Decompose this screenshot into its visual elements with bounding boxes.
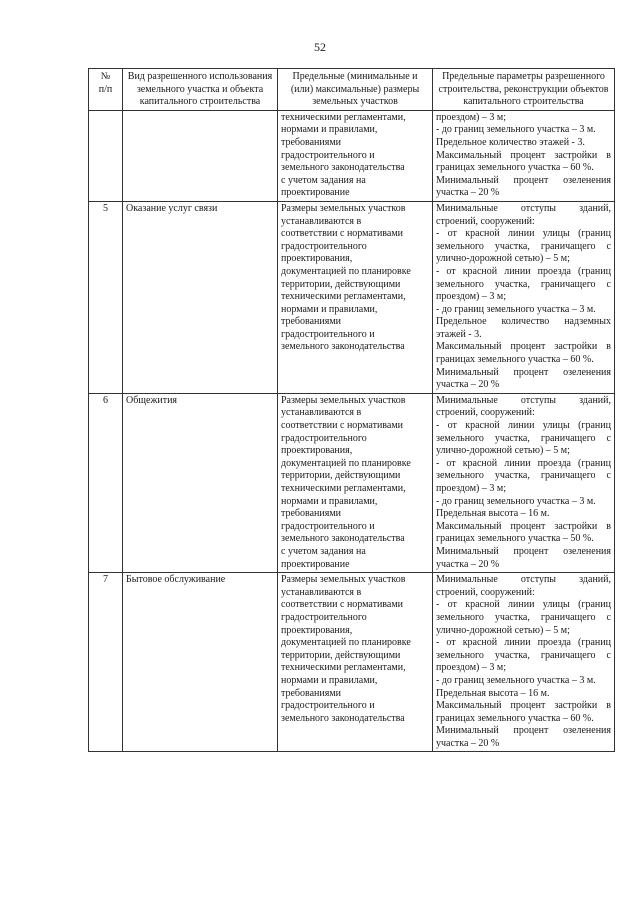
- plot-size-line: земельного законодательства: [281, 162, 405, 174]
- plot-size-line: градостроительного и: [281, 700, 375, 712]
- plot-size-limits: [278, 393, 433, 572]
- plot-size-line: земельного законодательства: [281, 533, 405, 545]
- construction-param-line: Минимальный процент озеленения участка – 20 %: [436, 725, 611, 749]
- plot-size-line: соответствии с нормативами: [281, 420, 404, 432]
- table-body: [89, 110, 615, 752]
- table-row: [89, 393, 615, 572]
- header-construction-params: Предельные параметры разрешенного строительства, реконструкции объектов капитального строительства: [433, 69, 615, 111]
- table-row: [89, 110, 615, 201]
- plot-size-line: документацией по планировке: [281, 637, 411, 649]
- construction-param-line: - от красной линии улицы (границ земельного участка, граничащего с улично-дорожной сетью) – 5 м;: [436, 420, 611, 457]
- construction-param-line: Максимальный процент застройки в границах земельного участка – 60 %.: [436, 149, 611, 174]
- plot-size-line: нормами и правилами,: [281, 674, 378, 686]
- plot-size-line: Размеры земельных участков: [281, 394, 406, 406]
- plot-size-line: документацией по планировке: [281, 265, 411, 277]
- plot-size-line: документацией по планировке: [281, 457, 411, 469]
- plot-size-line: территории, действующими: [281, 470, 401, 482]
- header-permitted-use: Вид разрешенного использования земельного участка и объекта капитального строительства: [123, 69, 278, 111]
- header-plot-size: Предельные (минимальные и (или) максимальные) размеры земельных участков: [278, 69, 433, 111]
- plot-size-line: нормами и правилами,: [281, 303, 378, 315]
- plot-size-line: градостроительного и: [281, 149, 375, 161]
- plot-size-line: градостроительного: [281, 611, 367, 623]
- permitted-use: Оказание услуг связи: [123, 201, 278, 393]
- row-number: 6: [89, 393, 123, 572]
- plot-size-line: требованиями: [281, 687, 342, 699]
- plot-size-line: градостроительного: [281, 432, 367, 444]
- plot-size-line: устанавливаются в: [281, 407, 362, 419]
- plot-size-line: соответствии с нормативами: [281, 599, 404, 611]
- construction-param-line: Минимальные отступы зданий, строений, сооружений:: [436, 202, 611, 227]
- construction-params: [433, 393, 615, 572]
- construction-param-line: - от красной линии улицы (границ земельного участка, граничащего с улично-дорожной сетью) – 5 м;: [436, 599, 611, 636]
- plot-size-line: требованиями: [281, 316, 342, 328]
- construction-param-line: Минимальные отступы зданий, строений, сооружений:: [436, 394, 611, 419]
- plot-size-line: техническими регламентами,: [281, 291, 406, 303]
- construction-params: [433, 110, 615, 201]
- construction-param-line: Минимальный процент озеленения участка – 20 %: [436, 174, 611, 199]
- plot-size-line: Размеры земельных участков: [281, 574, 406, 586]
- row-number: [89, 110, 123, 201]
- construction-params: [433, 201, 615, 393]
- construction-param-line: Предельная высота – 16 м.: [436, 687, 550, 699]
- construction-param-line: Минимальный процент озеленения участка – 20 %: [436, 366, 611, 391]
- plot-size-line: техническими регламентами,: [281, 483, 406, 494]
- plot-size-line: градостроительного и: [281, 328, 375, 340]
- plot-size-line: нормами и правилами,: [281, 124, 378, 136]
- table-row: [89, 573, 615, 752]
- construction-param-line: - от красной линии улицы (границ земельного участка, граничащего с улично-дорожной сетью) – 5 м;: [436, 228, 611, 265]
- plot-size-line: проектирования,: [281, 445, 353, 457]
- plot-size-limits: [278, 573, 433, 752]
- plot-size-line: проектирования,: [281, 253, 353, 265]
- plot-size-line: техническими регламентами,: [281, 111, 406, 123]
- plot-size-line: Размеры земельных участков: [281, 202, 406, 214]
- construction-param-line: - до границ земельного участка – 3 м.: [436, 495, 596, 507]
- plot-size-line: проектирования,: [281, 624, 353, 636]
- construction-param-line: Максимальный процент застройки в границах земельного участка – 60 %.: [436, 341, 611, 366]
- construction-param-line: - до границ земельного участка – 3 м.: [436, 124, 596, 136]
- construction-param-line: Максимальный процент застройки в границах земельного участка – 50 %.: [436, 520, 611, 545]
- construction-param-line: - до границ земельного участка – 3 м.: [436, 674, 596, 686]
- construction-param-line: - от красной линии проезда (границ земельного участка, граничащего с проездом) – 3 м;: [436, 265, 611, 303]
- construction-param-line: - от красной линии проезда (границ земельного участка, граничащего с проездом) – 3 м;: [436, 637, 611, 674]
- plot-size-line: с учетом задания на: [281, 174, 366, 186]
- construction-param-line: Минимальные отступы зданий, строений, сооружений:: [436, 574, 611, 598]
- plot-size-line: градостроительного: [281, 240, 367, 252]
- plot-size-line: проектирование: [281, 558, 350, 570]
- plot-size-line: техническими регламентами,: [281, 662, 406, 674]
- plot-size-line: нормами и правилами,: [281, 495, 378, 507]
- construction-param-line: - до границ земельного участка – 3 м.: [436, 303, 596, 315]
- plot-size-line: земельного законодательства: [281, 341, 405, 353]
- header-number: № п/п: [89, 69, 123, 111]
- construction-param-line: Предельное количество этажей - 3.: [436, 136, 585, 148]
- plot-size-line: устанавливаются в: [281, 215, 362, 227]
- plot-size-limits: [278, 110, 433, 201]
- plot-size-line: проектирование: [281, 187, 350, 199]
- plot-size-line: территории, действующими: [281, 649, 401, 661]
- row-number: 5: [89, 201, 123, 393]
- plot-size-line: устанавливаются в: [281, 586, 362, 598]
- construction-params: [433, 573, 615, 752]
- table-row: [89, 201, 615, 393]
- permitted-use: [123, 110, 278, 201]
- permitted-use: Бытовое обслуживание: [123, 573, 278, 752]
- construction-param-line: проездом) – 3 м;: [436, 111, 506, 123]
- plot-size-line: территории, действующими: [281, 278, 401, 290]
- plot-size-line: земельного законодательства: [281, 712, 405, 724]
- plot-size-limits: [278, 201, 433, 393]
- zoning-table: [88, 68, 615, 752]
- plot-size-line: требованиями: [281, 136, 342, 148]
- construction-param-line: Предельная высота – 16 м.: [436, 508, 550, 520]
- construction-param-line: - от красной линии проезда (границ земельного участка, граничащего с проездом) – 3 м;: [436, 457, 611, 494]
- plot-size-line: градостроительного и: [281, 520, 375, 532]
- plot-size-line: соответствии с нормативами: [281, 228, 404, 240]
- construction-param-line: Минимальный процент озеленения участка – 20 %: [436, 545, 611, 570]
- plot-size-line: требованиями: [281, 508, 342, 520]
- row-number: 7: [89, 573, 123, 752]
- construction-param-line: Предельное количество надземных этажей - 3.: [436, 316, 611, 340]
- table-header-row: [89, 69, 615, 111]
- page-number: 52: [314, 40, 326, 54]
- plot-size-line: с учетом задания на: [281, 545, 366, 557]
- construction-param-line: Максимальный процент застройки в границах земельного участка – 60 %.: [436, 700, 611, 724]
- permitted-use: Общежития: [123, 393, 278, 572]
